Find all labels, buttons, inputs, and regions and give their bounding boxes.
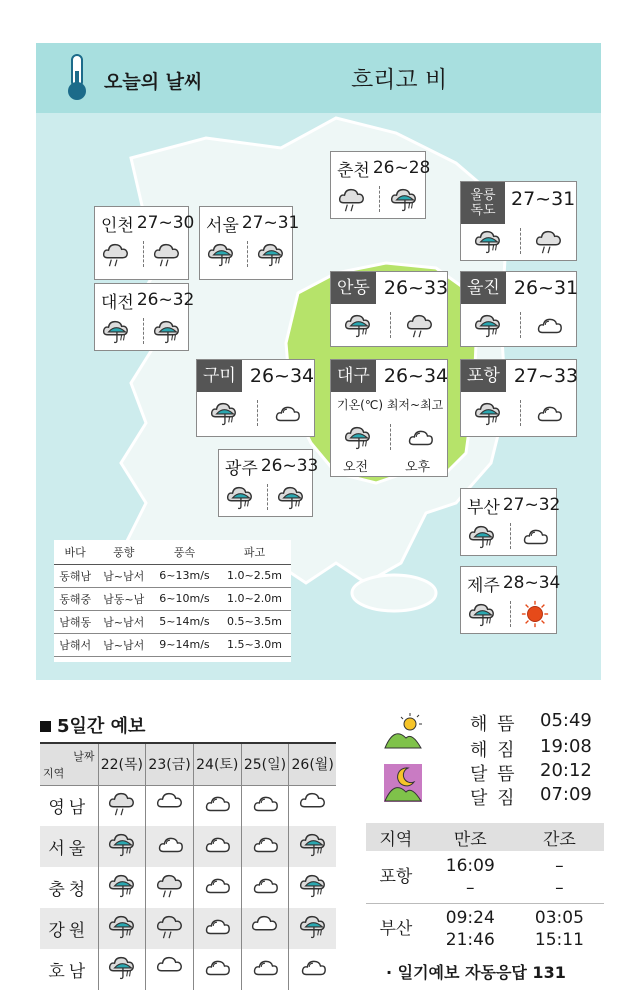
day-header: 22(목): [98, 743, 146, 785]
table-row: [54, 564, 291, 587]
cloud-rain-icon: [403, 310, 437, 340]
partly-cloudy-icon: [201, 788, 233, 818]
sun-moon-label: 달 뜸: [470, 764, 517, 785]
rain-icon: [106, 870, 138, 900]
rain-icon: [471, 310, 505, 340]
day-header: 26(월): [289, 743, 336, 785]
table-cell: 동해중: [54, 587, 96, 610]
city-card-gwangju: [218, 449, 319, 517]
city-name: 포항: [461, 360, 506, 392]
sun-moon-row: [470, 760, 600, 784]
sea-header: 바다: [54, 540, 96, 564]
pm-weather: [276, 482, 306, 514]
sea-header: 풍속: [151, 540, 218, 564]
rain-icon: [389, 184, 419, 214]
forecast-cell: [193, 908, 241, 949]
rain-icon: [341, 422, 375, 452]
sun-icon: [520, 599, 550, 629]
am-weather: [471, 310, 505, 342]
five-day-forecast-table: [40, 742, 336, 990]
city-name: 대구: [331, 360, 376, 392]
am-weather: [341, 310, 375, 342]
cloud-rain-icon: [532, 226, 566, 256]
tide-header: 지역: [366, 823, 426, 851]
am-weather: [206, 239, 236, 271]
city-card-chuncheon: [330, 151, 431, 219]
phone-service-note: · 일기예보 자동응답 131: [386, 963, 566, 982]
tide-region: 부산: [379, 919, 413, 940]
forecast-cell: [289, 785, 336, 826]
rain-icon: [256, 239, 286, 269]
sea-header: 풍향: [96, 540, 151, 564]
region-label: 영남: [40, 785, 98, 826]
forecast-cell: [241, 949, 289, 990]
city-name: 구미: [197, 360, 242, 392]
am-weather: [467, 599, 497, 631]
city-name: 인천: [101, 215, 134, 236]
forecast-cell: [146, 785, 194, 826]
city-card-andong: [330, 271, 448, 347]
am-weather: [207, 398, 241, 430]
tide-table: [366, 823, 604, 955]
daegu-legend-note: 기온(℃) 최저~최고: [337, 398, 444, 412]
table-cell: 6~13m/s: [151, 564, 218, 587]
city-name: 대전: [101, 292, 134, 313]
sun-moon-label: 달 짐: [470, 788, 517, 809]
rain-icon: [101, 316, 131, 346]
table-corner: 날짜 지역: [40, 743, 98, 785]
today-headline: 흐리고 비: [351, 67, 448, 93]
page-title: 오늘의 날씨: [104, 71, 203, 93]
pm-weather: [532, 398, 566, 430]
cloud-rain-icon: [337, 184, 367, 214]
am-weather: [225, 482, 255, 514]
table-row: [40, 949, 336, 990]
city-card-daegu: [330, 359, 448, 477]
table-cell: 남~남서: [96, 564, 151, 587]
forecast-cell: [241, 867, 289, 908]
rain-icon: [276, 482, 306, 512]
forecast-cell: [193, 785, 241, 826]
city-name: 울릉 독도: [461, 182, 505, 224]
table-row: [54, 587, 291, 610]
am-weather: [471, 226, 505, 258]
partly-cloudy-icon: [270, 398, 304, 428]
region-label: 서울: [40, 826, 98, 867]
city-temp: 28~34: [502, 573, 561, 593]
high-tide: 09:24 21:46: [445, 908, 495, 951]
forecast-cell: [193, 826, 241, 867]
partly-cloudy-icon: [520, 521, 550, 551]
am-weather: [337, 184, 367, 216]
map-header: [36, 43, 601, 113]
table-cell: 동해남: [54, 564, 96, 587]
sun-moon-time: 19:08: [540, 736, 592, 757]
forecast-cell: [289, 949, 336, 990]
table-row: [40, 867, 336, 908]
forecast-cell: [146, 949, 194, 990]
pm-weather: [403, 422, 437, 454]
table-cell: 6~10m/s: [151, 587, 218, 610]
forecast-cell: [241, 785, 289, 826]
table-cell: 남~남서: [96, 633, 151, 656]
forecast-cell: [193, 867, 241, 908]
rain-icon: [207, 398, 241, 428]
rain-icon: [297, 870, 329, 900]
forecast-cell: [98, 826, 146, 867]
tide-header: 간조: [515, 823, 604, 851]
sunrise-icon: [384, 712, 422, 754]
table-cell: 1.0~2.5m: [218, 564, 291, 587]
table-cell: 1.5~3.0m: [218, 633, 291, 656]
city-card-daejeon: [94, 283, 195, 351]
sun-moon-row: [470, 736, 600, 760]
partly-cloudy-icon: [201, 870, 233, 900]
table-cell: 9~14m/s: [151, 633, 218, 656]
pm-weather: [520, 521, 550, 553]
sea-forecast-table: [54, 540, 291, 662]
table-row: [54, 610, 291, 633]
sun-moon-row: [470, 784, 600, 808]
pm-weather: [532, 226, 566, 258]
table-cell: 1.0~2.0m: [218, 587, 291, 610]
rain-icon: [471, 226, 505, 256]
day-header: 25(일): [241, 743, 289, 785]
am-weather: [101, 316, 131, 348]
partly-cloudy-icon: [532, 310, 566, 340]
forecast-cell: [146, 908, 194, 949]
forecast-cell: [289, 908, 336, 949]
partly-cloudy-icon: [154, 829, 186, 859]
city-temp: 26~28: [372, 158, 431, 178]
rain-icon: [106, 911, 138, 941]
sun-moon-row: [470, 710, 600, 734]
city-temp: 26~32: [136, 290, 195, 310]
sun-moon-label: 해 짐: [470, 740, 517, 761]
city-temp: 26~34: [249, 365, 315, 387]
partly-cloudy-icon: [532, 398, 566, 428]
forecast-cell: [98, 867, 146, 908]
table-row: [366, 903, 604, 955]
city-temp: 27~33: [513, 365, 579, 387]
city-temp: 27~31: [511, 188, 576, 210]
city-temp: 26~33: [260, 456, 319, 476]
city-temp: 27~31: [241, 213, 300, 233]
table-row: [40, 785, 336, 826]
day-header: 23(금): [146, 743, 194, 785]
city-card-jeju: [460, 566, 561, 634]
rain-icon: [106, 952, 138, 982]
low-tide: 03:05 15:11: [534, 908, 584, 951]
forecast-cell: [289, 826, 336, 867]
forecast-cell: [241, 908, 289, 949]
city-card-incheon: [94, 206, 195, 280]
city-name: 안동: [331, 272, 376, 304]
sun-moon-time: 20:12: [540, 760, 592, 781]
city-name: 울진: [461, 272, 506, 304]
forecast-cell: [98, 949, 146, 990]
table-cell: 5~14m/s: [151, 610, 218, 633]
city-name: 제주: [467, 575, 500, 596]
low-tide: – –: [515, 851, 604, 903]
am-weather: [471, 398, 505, 430]
pm-weather: [389, 184, 419, 216]
moonrise-icon: [384, 764, 422, 806]
cloud-icon: [154, 788, 186, 818]
pm-weather: [403, 310, 437, 342]
city-card-seoul: [199, 206, 300, 280]
table-row: [366, 851, 604, 903]
region-label: 강원: [40, 908, 98, 949]
forecast-cell: [241, 826, 289, 867]
city-card-uljin: [460, 271, 577, 347]
pm-weather: [152, 316, 182, 348]
sun-moon-label: 해 뜸: [470, 714, 517, 735]
cloud-rain-icon: [152, 239, 182, 269]
city-temp: 27~32: [502, 495, 561, 515]
rain-icon: [152, 316, 182, 346]
cloud-rain-icon: [101, 239, 131, 269]
table-cell: 남동~남: [96, 587, 151, 610]
city-name: 서울: [206, 215, 239, 236]
pm-label: 오후: [405, 460, 431, 475]
city-card-busan: [460, 488, 561, 556]
city-name: 광주: [225, 458, 258, 479]
cloud-icon: [297, 788, 329, 818]
partly-cloudy-icon: [403, 422, 437, 452]
pm-weather: [520, 599, 550, 631]
city-temp: 26~31: [513, 277, 579, 299]
sun-moon-time: 05:49: [540, 710, 592, 731]
rain-icon: [467, 599, 497, 629]
day-header: 24(토): [193, 743, 241, 785]
partly-cloudy-icon: [201, 952, 233, 982]
thermometer-icon: [62, 53, 92, 101]
partly-cloudy-icon: [201, 829, 233, 859]
am-weather: [101, 239, 131, 271]
cloud-icon: [154, 952, 186, 982]
city-temp: 26~34: [383, 365, 449, 387]
five-day-forecast-title: 5일간 예보: [40, 712, 145, 738]
table-row: [40, 908, 336, 949]
table-cell: 남~남서: [96, 610, 151, 633]
am-label: 오전: [343, 460, 369, 475]
region-label: 호남: [40, 949, 98, 990]
cloud-rain-icon: [106, 788, 138, 818]
forecast-cell: [146, 826, 194, 867]
high-tide: 16:09 –: [426, 851, 515, 903]
partly-cloudy-icon: [249, 788, 281, 818]
table-cell: 남해동: [54, 610, 96, 633]
pm-weather: [256, 239, 286, 271]
forecast-cell: [289, 867, 336, 908]
city-card-gumi: [196, 359, 315, 437]
partly-cloudy-icon: [201, 911, 233, 941]
cloud-rain-icon: [154, 870, 186, 900]
rain-icon: [471, 398, 505, 428]
city-temp: 27~30: [136, 213, 195, 233]
forecast-cell: [146, 867, 194, 908]
weather-map-panel: [36, 43, 601, 680]
rain-icon: [297, 911, 329, 941]
rain-icon: [225, 482, 255, 512]
region-label: 충청: [40, 867, 98, 908]
pm-weather: [532, 310, 566, 342]
city-name: 부산: [467, 497, 500, 518]
pm-weather: [152, 239, 182, 271]
forecast-cell: [98, 908, 146, 949]
cloud-icon: [249, 911, 281, 941]
table-row: [54, 633, 291, 656]
city-card-pohang: [460, 359, 577, 437]
partly-cloudy-icon: [249, 952, 281, 982]
city-name: 춘천: [337, 160, 370, 181]
tide-header: 만조: [426, 823, 515, 851]
table-cell: 남해서: [54, 633, 96, 656]
rain-icon: [341, 310, 375, 340]
rain-icon: [106, 829, 138, 859]
cloud-rain-icon: [154, 911, 186, 941]
rain-icon: [467, 521, 497, 551]
city-temp: 26~33: [383, 277, 449, 299]
rain-icon: [297, 829, 329, 859]
table-row: [40, 826, 336, 867]
table-cell: 0.5~3.5m: [218, 610, 291, 633]
pm-weather: [270, 398, 304, 430]
forecast-cell: [193, 949, 241, 990]
am-weather: [467, 521, 497, 553]
city-card-ulleung: [460, 181, 577, 261]
am-weather: [341, 422, 375, 454]
forecast-cell: [98, 785, 146, 826]
partly-cloudy-icon: [297, 952, 329, 982]
sun-moon-time: 07:09: [540, 784, 592, 805]
tide-region: 포항: [366, 851, 426, 903]
partly-cloudy-icon: [249, 829, 281, 859]
sea-header: 파고: [218, 540, 291, 564]
rain-icon: [206, 239, 236, 269]
partly-cloudy-icon: [249, 870, 281, 900]
